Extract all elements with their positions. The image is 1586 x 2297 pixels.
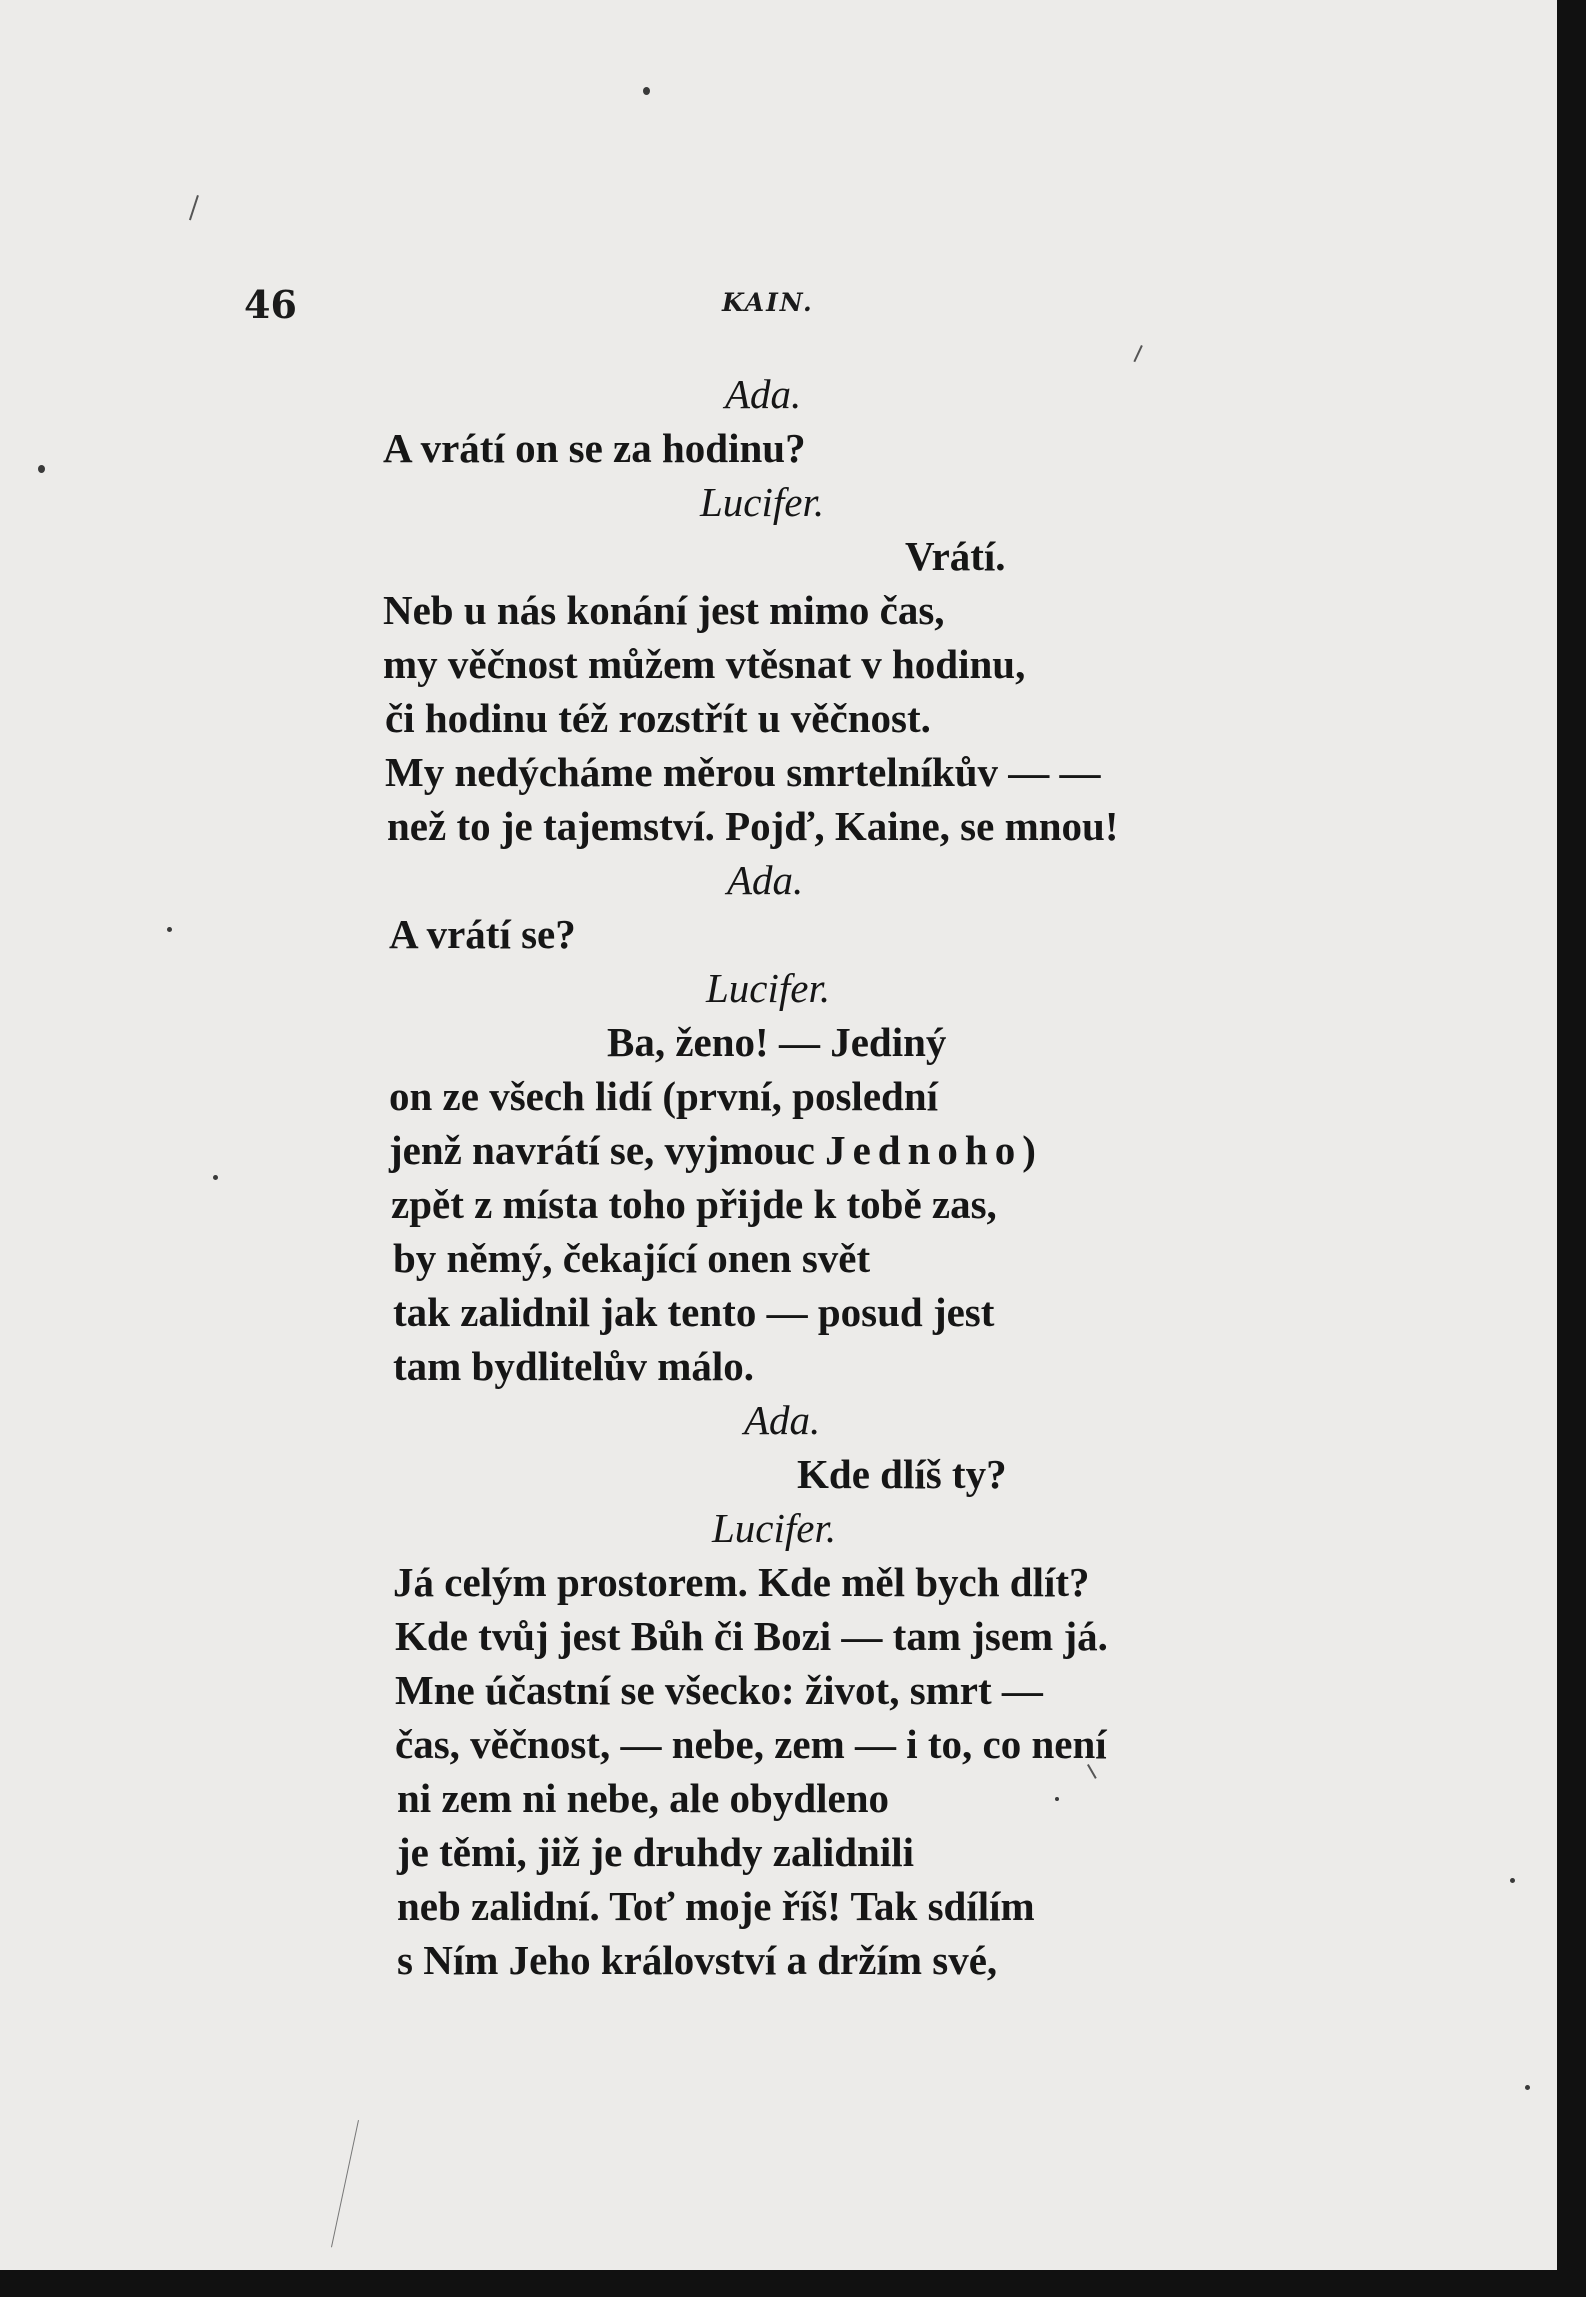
page-number: 46 (244, 282, 297, 327)
scan-border-bottom (0, 2270, 1586, 2297)
verse-line: Vrátí. (905, 533, 1006, 579)
verse-line: zpět z místa toho přijde k tobě zas, (391, 1181, 997, 1227)
verse-line: Ba, ženo! — Jediný (607, 1019, 947, 1065)
verse-line: my věčnost můžem vtěsnat v hodinu, (383, 641, 1026, 687)
verse-line: on ze všech lidí (první, poslední (389, 1073, 939, 1119)
speaker-name: Lucifer. (700, 479, 825, 525)
ink-speck (1510, 1878, 1515, 1883)
ink-speck (643, 87, 650, 95)
verse-line: je těmi, již je druhdy zalidnili (397, 1829, 915, 1875)
verse-line: Mne účastní se všecko: život, smrt — (395, 1667, 1043, 1713)
verse-line: tam bydlitelův málo. (393, 1343, 755, 1389)
speaker-name: Ada. (744, 1397, 821, 1443)
ink-speck (38, 465, 45, 473)
verse-line: Kde tvůj jest Bůh či Bozi — tam jsem já. (395, 1613, 1108, 1659)
running-head: KAIN. (722, 288, 814, 317)
verse-line: než to je tajemství. Pojď, Kaine, se mnou! (387, 803, 1119, 849)
verse-line: A vrátí se? (389, 911, 576, 957)
paper-scratch (189, 195, 199, 220)
verse-line: tak zalidnil jak tento — posud jest (393, 1289, 995, 1335)
verse-line: s Ním Jeho království a držím své, (397, 1937, 998, 1983)
ink-speck (213, 1175, 218, 1180)
speaker-name: Lucifer. (712, 1505, 837, 1551)
verse-line: čas, věčnost, — nebe, zem — i to, co není (395, 1721, 1107, 1767)
spaced-emphasis: Jednoho (825, 1127, 1023, 1173)
ink-speck (167, 927, 172, 932)
verse-line: A vrátí on se za hodinu? (383, 425, 806, 471)
speaker-name: Ada. (725, 371, 802, 417)
verse-line: neb zalidní. Toť moje říš! Tak sdílím (397, 1883, 1035, 1929)
verse-line: ni zem ni nebe, ale obydleno (397, 1775, 890, 1821)
paper-scratch (331, 2120, 359, 2247)
paper-scratch (1133, 345, 1142, 362)
verse-line: Kde dlíš ty? (797, 1451, 1007, 1497)
verse-line: Já celým prostorem. Kde měl bych dlít? (393, 1559, 1090, 1605)
speaker-name: Ada. (727, 857, 804, 903)
verse-line: Neb u nás konání jest mimo čas, (383, 587, 945, 633)
verse-line: My nedýcháme měrou smrtelníkův — — (385, 749, 1101, 795)
scan-border-right (1557, 0, 1586, 2297)
speaker-name: Lucifer. (706, 965, 831, 1011)
ink-speck (1055, 1797, 1059, 1801)
verse-line: či hodinu též rozstřít u věčnost. (385, 695, 931, 741)
verse-line: jenž navrátí se, vyjmouc Jednoho) (389, 1127, 1036, 1173)
ink-speck (1525, 2085, 1530, 2090)
verse-line: by němý, čekající onen svět (393, 1235, 871, 1281)
